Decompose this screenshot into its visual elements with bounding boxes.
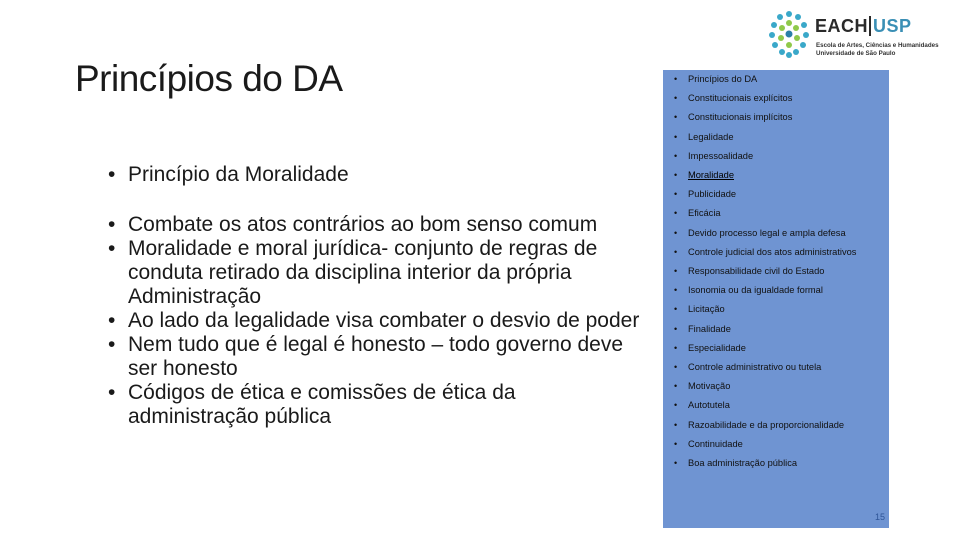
logo-subtitle: Escola de Artes, Ciências e Humanidades Universidade de São Paulo <box>816 42 939 57</box>
bullet-dot: • <box>674 342 678 353</box>
bullet-item: • Nem tudo que é legal é honesto – todo governo deve ser honesto <box>108 333 648 381</box>
bullet-dot: • <box>674 304 678 315</box>
bullet-list <box>108 213 648 429</box>
page-number: 15 <box>874 512 885 522</box>
sidebar-item-label: Publicidade <box>688 189 737 200</box>
bullet-dot: • <box>674 246 678 257</box>
sidebar-item-label: Responsabilidade civil do Estado <box>688 266 825 276</box>
bullet-dot: • <box>674 381 678 392</box>
slide-title: Princípios do DA <box>75 58 343 99</box>
bullet-dot: • <box>674 170 678 180</box>
bullet-dot: • <box>674 131 678 142</box>
sidebar-item-label: Princípios do DA <box>688 74 758 84</box>
bullet-dot: • <box>674 438 678 449</box>
sidebar-item-label: Constitucionais implícitos <box>688 112 793 123</box>
sidebar-item-label: Continuidade <box>688 438 743 449</box>
bullet-dot: • <box>674 362 678 372</box>
each-usp-logo <box>765 8 950 68</box>
bullet-dot: • <box>674 93 678 104</box>
bullet-dot: • <box>674 400 678 411</box>
bullet-item: • Ao lado da legalidade visa combater o desvio de poder <box>108 309 648 333</box>
bullet-item: • Moralidade e moral jurídica- conjunto de regras de conduta retirado da disciplina interior da própria Administração <box>108 237 648 309</box>
sidebar-item-label: Constitucionais explícitos <box>688 93 793 104</box>
bullet-dot: • <box>674 458 678 468</box>
sidebar-item-label: Controle judicial dos atos administrativos <box>688 246 857 257</box>
bullet-dot: • <box>674 189 678 200</box>
bullet-dot: • <box>674 266 678 276</box>
bullet-item: • Combate os atos contrários ao bom senso comum <box>108 213 648 237</box>
sidebar-item-label: Legalidade <box>688 131 734 142</box>
slide-subhead: • Princípio da Moralidade <box>108 163 349 187</box>
bullet-dot: • <box>674 112 678 123</box>
logo-mosaic-icon <box>765 8 813 60</box>
bullet-dot: • <box>674 208 678 219</box>
sidebar-item-label: Boa administração pública <box>688 458 798 468</box>
sidebar-item-label: Controle administrativo ou tutela <box>688 362 822 372</box>
bullet-dot: • <box>674 419 678 430</box>
bullet-item: • Códigos de ética e comissões de ética da administração pública <box>108 381 648 429</box>
sidebar-item-label: Motivação <box>688 381 731 392</box>
logo-title: EACH USP <box>815 16 912 36</box>
sidebar-item-label: Especialidade <box>688 342 746 353</box>
bullet-dot: • <box>674 227 678 238</box>
sidebar-item-label: Impessoalidade <box>688 150 754 161</box>
sidebar-item-label: Licitação <box>688 304 725 315</box>
sidebar-item-label: Devido processo legal e ampla defesa <box>688 227 846 238</box>
sidebar-item-label: Finalidade <box>688 323 731 334</box>
topics-sidebar <box>663 70 889 528</box>
sidebar-item-label: Razoabilidade e da proporcionalidade <box>688 419 845 430</box>
bullet-dot: • <box>674 285 678 296</box>
bullet-dot: • <box>674 150 678 161</box>
sidebar-item-label: Autotutela <box>688 400 730 411</box>
bullet-dot: • <box>674 323 678 334</box>
sidebar-item-label: Eficácia <box>688 208 721 219</box>
bullet-dot: • <box>674 74 678 84</box>
sidebar-item-label: Isonomia ou da igualdade formal <box>688 285 823 296</box>
sidebar-item-link[interactable]: Moralidade <box>688 170 734 180</box>
